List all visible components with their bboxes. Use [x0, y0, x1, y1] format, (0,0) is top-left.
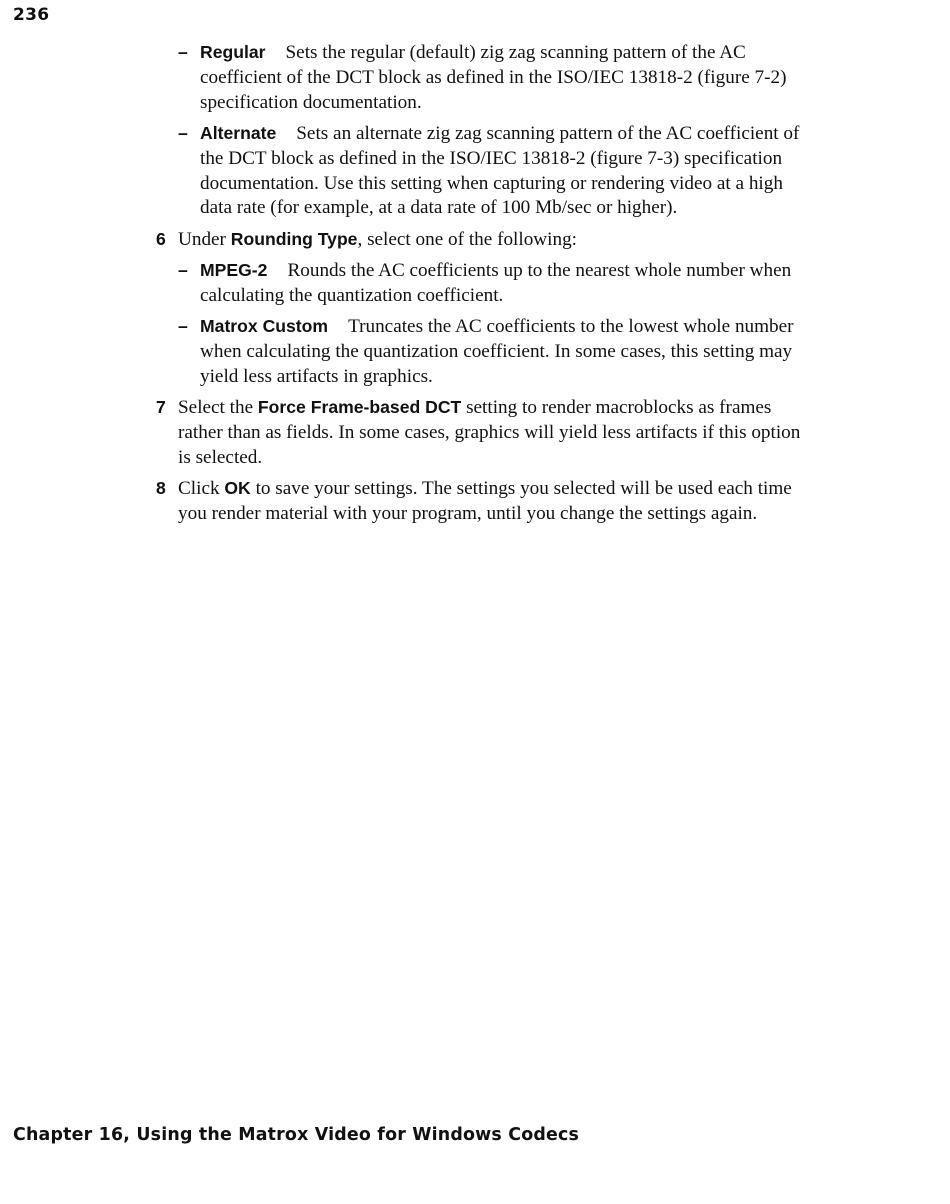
zigzag-option-alternate: [156, 121, 806, 221]
step-text-after: setting to render macroblocks as frames rather than as fields. In some cases, graphics will yield less artifacts if this option is selected.: [178, 397, 801, 468]
chapter-footer: Chapter 16, Using the Matrox Video for Windows Codecs: [13, 1125, 580, 1145]
step-text-before: Under: [178, 228, 231, 250]
rounding-option-mpeg2: [156, 258, 806, 309]
step-bold-term: Force Frame-based DCT: [257, 397, 462, 418]
step-text-after: , select one of the following:: [357, 228, 578, 250]
dash-bullet: –: [178, 316, 188, 337]
page-content: [156, 40, 806, 533]
option-description: Rounds the AC coefficients up to the nearest whole number when calculating the quantization coefficient.: [200, 260, 792, 306]
option-term: Matrox Custom: [200, 316, 329, 337]
dash-bullet: –: [178, 42, 188, 62]
option-term: Alternate: [200, 122, 277, 143]
step-bold-term: OK: [224, 478, 251, 499]
dash-bullet: –: [178, 260, 188, 281]
step-number: 8: [156, 478, 166, 499]
step-bold-term: Rounding Type: [230, 228, 358, 249]
dash-bullet: –: [178, 122, 188, 143]
step-number: 6: [156, 228, 166, 249]
page-number: 236: [13, 5, 50, 25]
step-text-before: Select the: [178, 397, 258, 419]
rounding-option-matrox-custom: [156, 314, 806, 389]
step-6: [156, 227, 806, 253]
step-text-before: Click: [178, 478, 225, 500]
step-text-after: to save your settings. The settings you selected will be used each time you render material with your program, until you change the settings again.: [178, 478, 792, 525]
option-description: Sets an alternate zig zag scanning pattern of the AC coefficient of the DCT block as defined in the ISO/IEC 13818-2 (figure 7-3) specification documentation. Use this setting when capturing or rendering video at a high data rate (for example, at a data rate of 100 Mb/sec or higher).: [200, 122, 800, 219]
step-number: 7: [156, 397, 166, 418]
option-term: MPEG-2: [200, 260, 268, 281]
step-8: [156, 476, 806, 527]
option-description: Sets the regular (default) zig zag scanning pattern of the AC coefficient of the DCT block as defined in the ISO/IEC 13818-2 (figure 7-2) specification documentation.: [200, 42, 787, 113]
option-term: Regular: [200, 42, 266, 62]
step-7: [156, 395, 806, 470]
option-description: Truncates the AC coefficients to the lowest whole number when calculating the quantization coefficient. In some cases, this setting may yield less artifacts in graphics.: [200, 316, 794, 387]
zigzag-option-regular: [156, 40, 806, 115]
